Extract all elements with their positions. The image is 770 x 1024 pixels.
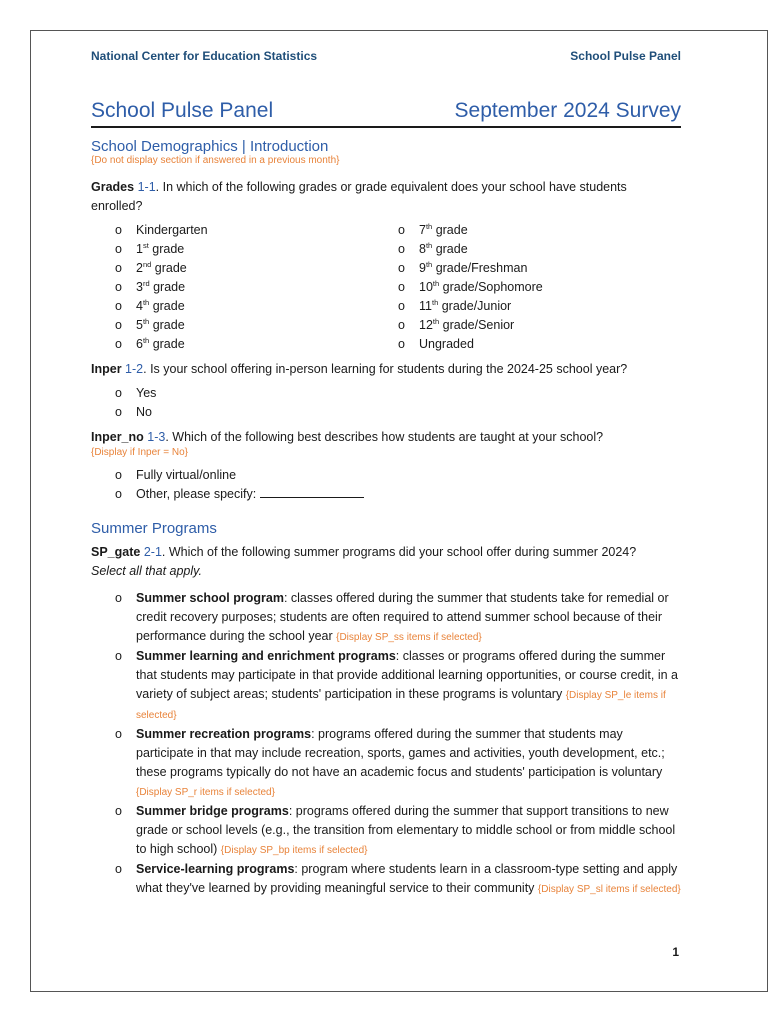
- running-header: [91, 49, 681, 63]
- summer-program-option[interactable]: [115, 860, 681, 899]
- grade-option[interactable]: o 6th grade: [115, 335, 398, 354]
- question-text: . Which of the following best describes how students are taught at your school?: [165, 430, 604, 444]
- grade-option[interactable]: o 10th grade/Sophomore: [398, 278, 681, 297]
- summer-program-option[interactable]: [115, 725, 681, 802]
- display-note: {Display SP_ss items if selected}: [336, 632, 482, 643]
- option-yes[interactable]: o Yes: [115, 384, 681, 403]
- grade-option[interactable]: o 3rd grade: [115, 278, 398, 297]
- option-other-label: Other, please specify:: [136, 487, 260, 501]
- display-note: {Display if Inper = No}: [91, 447, 188, 458]
- grade-option[interactable]: o 12th grade/Senior: [398, 316, 681, 335]
- grade-option[interactable]: o 4th grade: [115, 297, 398, 316]
- question-var: Grades: [91, 180, 135, 194]
- display-note: {Display SP_le items if selected}: [136, 690, 666, 721]
- program-description: : classes or programs offered during the summer that students may participate in that provide additional learning opportunities, or course credit, in a variety of subject areas; students' participation in these programs is voluntary: [136, 649, 678, 701]
- summer-program-option[interactable]: [115, 589, 681, 647]
- grades-options: [91, 216, 681, 354]
- question-number: 2-1: [143, 545, 162, 559]
- program-name: Summer bridge programs: [136, 804, 289, 818]
- program-description: : program where students learn in a classroom-type setting and apply what they've learned by providing meaningful service to their community: [136, 862, 678, 895]
- question-number: 1-1: [137, 180, 156, 194]
- section-heading-summer: Summer Programs: [91, 520, 217, 537]
- question-sp-gate: [91, 543, 681, 581]
- header-right: School Pulse Panel: [570, 49, 681, 63]
- question-instruction: Select all that apply.: [91, 564, 202, 578]
- grade-option[interactable]: o 1st grade: [115, 240, 398, 259]
- question-inper: [91, 360, 681, 379]
- grade-option[interactable]: o 11th grade/Junior: [398, 297, 681, 316]
- document-page: [30, 30, 768, 992]
- summer-program-option[interactable]: [115, 802, 681, 860]
- program-description: : classes offered during the summer that students take for remedial or credit recovery purposes; students are often required to attend summer school because of their performance during the school year: [136, 591, 669, 643]
- grade-option[interactable]: o 5th grade: [115, 316, 398, 335]
- section-heading-demographics: School Demographics | Introduction: [91, 138, 329, 155]
- question-var: Inper_no: [91, 430, 144, 444]
- specify-blank[interactable]: [260, 487, 364, 498]
- option-no[interactable]: o No: [115, 403, 681, 422]
- grade-option[interactable]: o Ungraded: [398, 335, 681, 354]
- program-description: : programs offered during the summer that support transitions to new grade or school levels (e.g., the transition from elementary to middle school or from middle school to high school): [136, 804, 676, 856]
- question-text: . Which of the following summer programs did your school offer during summer 2024?: [161, 545, 637, 559]
- question-var: SP_gate: [91, 545, 141, 559]
- summer-program-option[interactable]: [115, 647, 681, 725]
- option-fully-virtual[interactable]: o Fully virtual/online: [115, 466, 681, 485]
- program-description: : programs offered during the summer that students may participate in that may include recreation, sports, games and activities, youth development, etc.; these programs typically do not have an academic focus and students' participation is voluntary: [136, 727, 665, 779]
- question-number: 1-2: [125, 362, 144, 376]
- question-text: . In which of the following grades or grade equivalent does your school have students enrolled?: [91, 180, 627, 213]
- title-bar: [91, 99, 681, 128]
- question-number: 1-3: [147, 430, 166, 444]
- grade-option[interactable]: o 9th grade/Freshman: [398, 259, 681, 278]
- program-name: Service-learning programs: [136, 862, 295, 876]
- program-name: Summer school program: [136, 591, 284, 605]
- inper-no-options: [91, 466, 681, 504]
- header-left: National Center for Education Statistics: [91, 49, 318, 63]
- display-note: {Display SP_bp items if selected}: [220, 845, 368, 856]
- question-text: . Is your school offering in-person learning for students during the 2024-25 school year?: [143, 362, 628, 376]
- grades-column-2: [398, 221, 681, 354]
- program-name: Summer learning and enrichment programs: [136, 649, 396, 663]
- option-other[interactable]: [115, 485, 681, 504]
- display-note: {Display SP_sl items if selected}: [537, 884, 681, 895]
- document-title: School Pulse Panel: [91, 99, 274, 122]
- grade-option[interactable]: o 8th grade: [398, 240, 681, 259]
- question-inper-no: [91, 428, 681, 447]
- inper-options: [91, 384, 681, 422]
- question-var: Inper: [91, 362, 122, 376]
- grade-option[interactable]: o 2nd grade: [115, 259, 398, 278]
- page-content: [91, 49, 681, 899]
- display-note: {Display SP_r items if selected}: [136, 787, 275, 798]
- grade-option[interactable]: o 7th grade: [398, 221, 681, 240]
- summer-program-options: [91, 589, 681, 899]
- grade-option[interactable]: o Kindergarten: [115, 221, 398, 240]
- section-note: {Do not display section if answered in a previous month}: [91, 155, 340, 166]
- grades-column-1: [91, 221, 398, 354]
- page-number: 1: [672, 945, 679, 959]
- question-grades: [91, 178, 681, 216]
- program-name: Summer recreation programs: [136, 727, 312, 741]
- survey-title: September 2024 Survey: [454, 99, 681, 122]
